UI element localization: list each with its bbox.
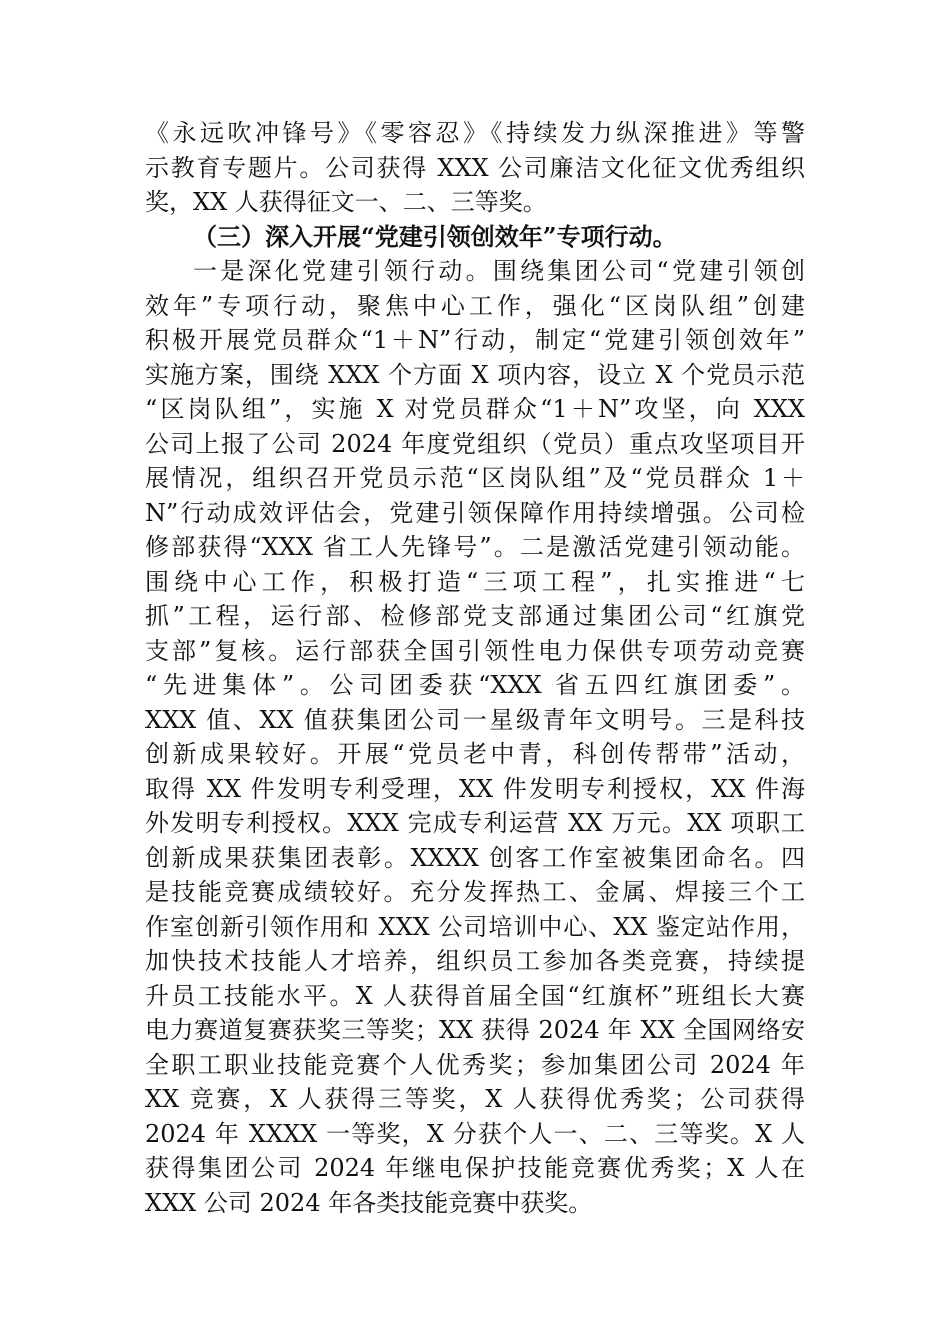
text-line: 是技能竞赛成绩较好。充分发挥热工、金属、焊接三个工 xyxy=(145,878,805,906)
text-line: 作室创新引领作用和 XXX 公司培训中心、XX 鉴定站作用， xyxy=(145,912,805,941)
text-line: 抓”工程，运行部、检修部党支部通过集团公司“红旗党 xyxy=(145,602,805,630)
document-page xyxy=(145,116,805,1220)
text-line: 一是深化党建引领行动。围绕集团公司“党建引领创 xyxy=(193,257,805,285)
text-line: 2024 年 XXXX 一等奖，X 分获个人一、二、三等奖。X 人 xyxy=(145,1119,805,1148)
text-line: 展情况，组织召开党员示范“区岗队组”及“党员群众 1＋ xyxy=(145,464,805,492)
text-line: 效年”专项行动，聚焦中心工作，强化“区岗队组”创建 xyxy=(145,291,805,320)
text-line: 升员工技能水平。X 人获得首届全国“红旗杯”班组长大赛 xyxy=(145,981,805,1010)
text-line: 积极开展党员群众“1＋N”行动，制定“党建引领创效年” xyxy=(145,326,805,354)
text-line: 获得集团公司 2024 年继电保护技能竞赛优秀奖；X 人在 xyxy=(145,1154,805,1182)
text-line: 《永远吹冲锋号》《零容忍》《持续发力纵深推进》等警 xyxy=(145,119,805,147)
text-line: “先进集体”。公司团委获“XXX 省五四红旗团委”。 xyxy=(145,671,805,699)
text-line: 全职工职业技能竞赛个人优秀奖；参加集团公司 2024 年 xyxy=(145,1050,805,1079)
text-line: 取得 XX 件发明专利受理，XX 件发明专利授权，XX 件海 xyxy=(145,774,805,803)
text-line: 加快技术技能人才培养，组织员工参加各类竞赛，持续提 xyxy=(145,947,805,975)
text-line: XX 竞赛，X 人获得三等奖，X 人获得优秀奖；公司获得 xyxy=(145,1085,805,1113)
text-line: 创新成果获集团表彰。XXXX 创客工作室被集团命名。四 xyxy=(145,843,805,872)
text-line: N”行动成效评估会，党建引领保障作用持续增强。公司检 xyxy=(145,498,805,527)
text-line: 外发明专利授权。XXX 完成专利运营 XX 万元。XX 项职工 xyxy=(145,809,805,837)
text-line: 围绕中心工作，积极打造“三项工程”，扎实推进“七 xyxy=(145,567,805,596)
text-line: 奖，XX 人获得征文一、二、三等奖。 xyxy=(145,188,547,216)
text-line: 修部获得“XXX 省工人先锋号”。二是激活党建引领动能。 xyxy=(145,533,805,561)
text-line: 电力赛道复赛获奖三等奖；XX 获得 2024 年 XX 全国网络安 xyxy=(145,1016,805,1044)
text-line: XXX 值、XX 值获集团公司一星级青年文明号。三是科技 xyxy=(145,705,805,734)
text-line: 实施方案，围绕 XXX 个方面 X 项内容，设立 X 个党员示范 xyxy=(145,360,805,389)
text-line: 示教育专题片。公司获得 XXX 公司廉洁文化征文优秀组织 xyxy=(145,153,805,182)
section-heading: （三）深入开展“党建引领创效年”专项行动。 xyxy=(193,221,677,251)
text-line: 公司上报了公司 2024 年度党组织（党员）重点攻坚项目开 xyxy=(145,429,805,458)
text-line: 支部”复核。运行部获全国引领性电力保供专项劳动竞赛 xyxy=(145,636,805,665)
text-line: “区岗队组”，实施 X 对党员群众“1＋N”攻坚，向 XXX xyxy=(145,395,805,423)
text-line: 创新成果较好。开展“党员老中青，科创传帮带”活动， xyxy=(145,740,805,768)
text-line: XXX 公司 2024 年各类技能竞赛中获奖。 xyxy=(145,1188,593,1217)
